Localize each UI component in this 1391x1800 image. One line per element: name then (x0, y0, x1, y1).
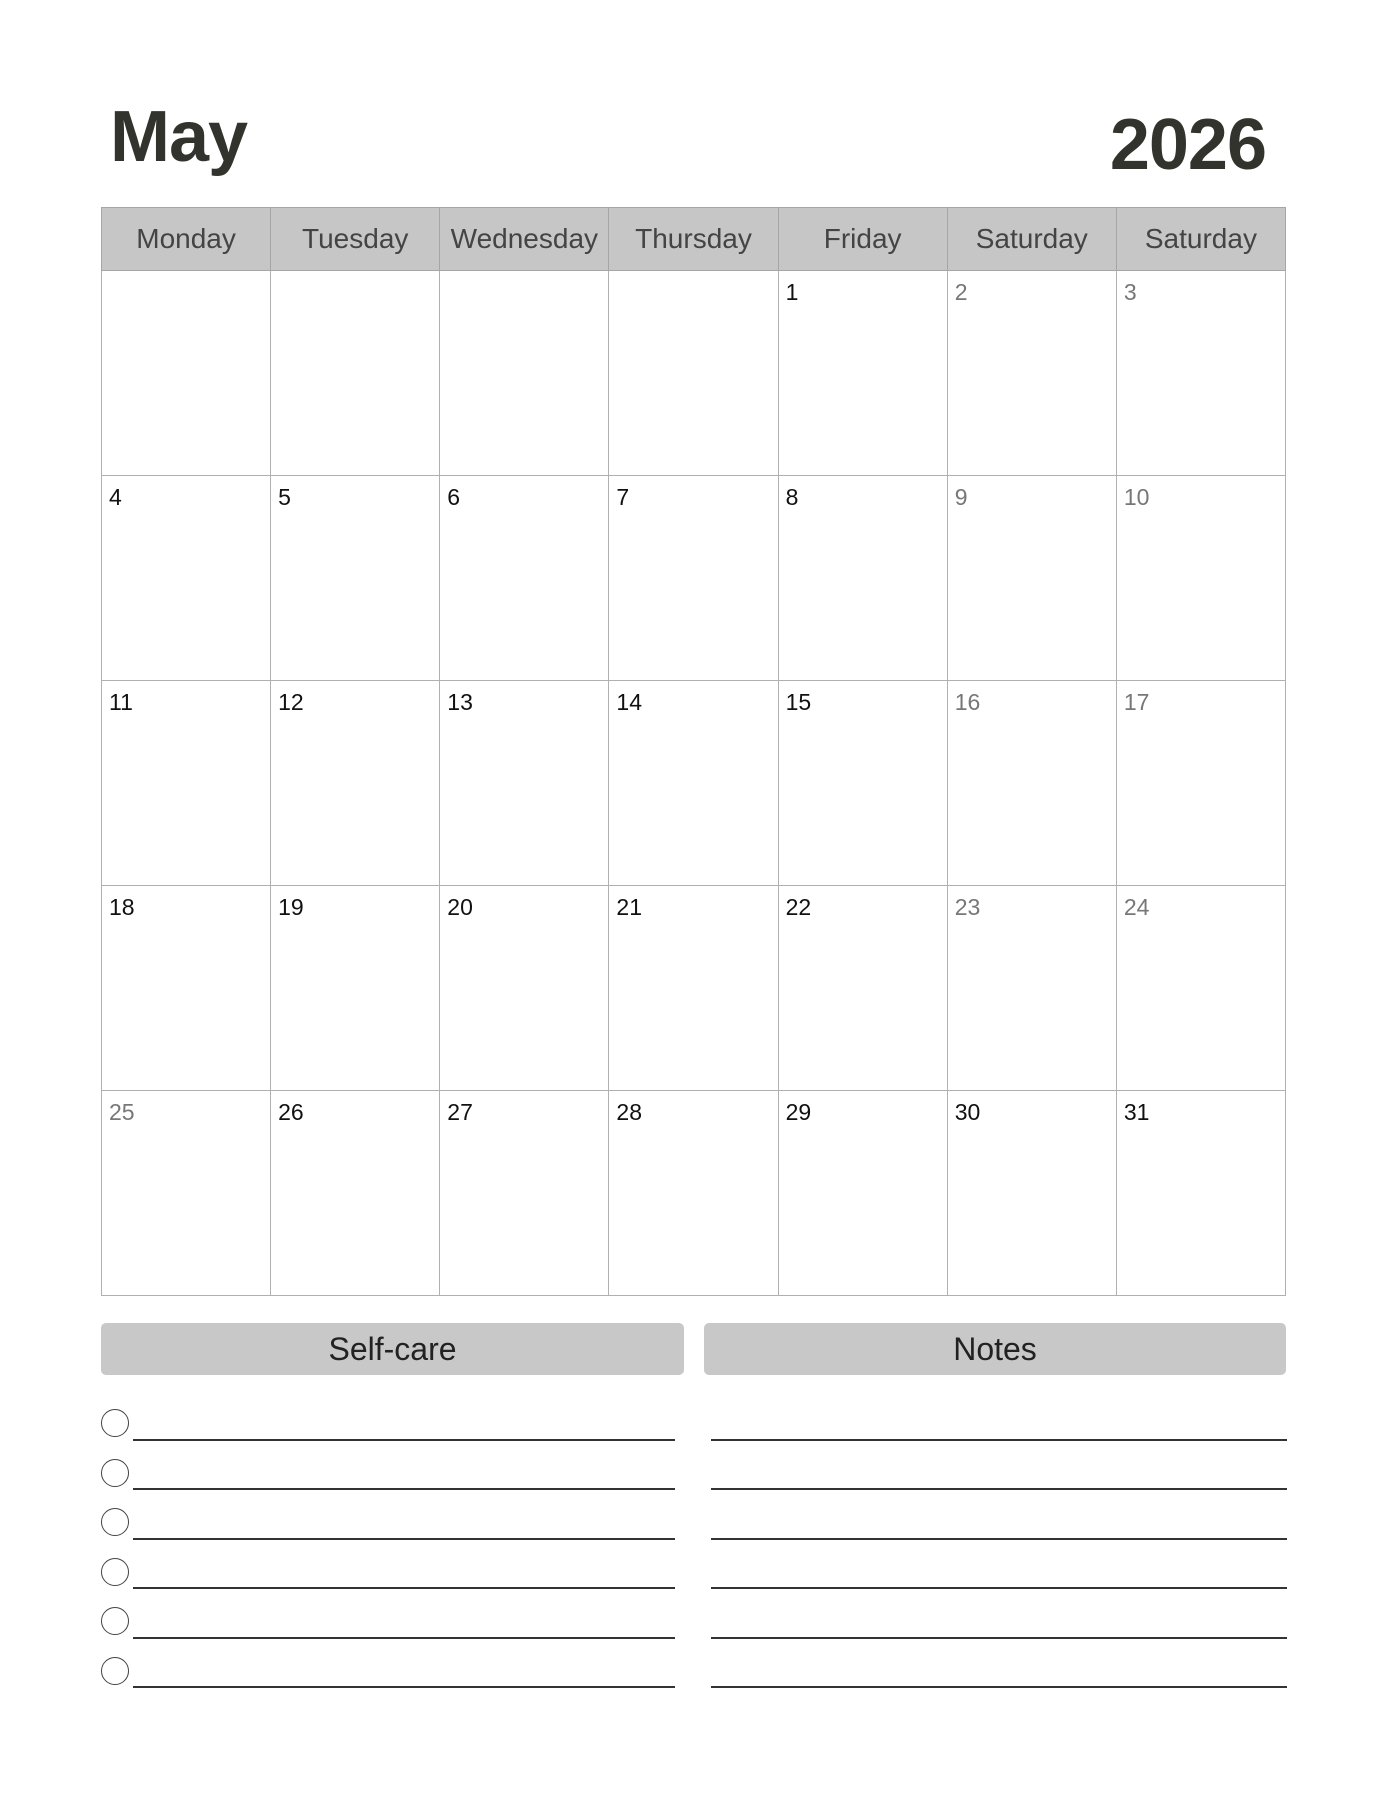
day-number: 30 (954, 1099, 981, 1125)
day-cell[interactable] (947, 271, 1116, 476)
day-number: 31 (1123, 1099, 1150, 1125)
year-title: 2026 (1109, 105, 1266, 185)
day-cell[interactable] (271, 681, 440, 886)
day-number: 5 (278, 484, 291, 510)
day-cell[interactable] (271, 1091, 440, 1296)
week-row (102, 886, 1286, 1091)
week-row (102, 476, 1286, 681)
weekday-header: Friday (778, 208, 947, 271)
day-number: 10 (1123, 484, 1150, 510)
checkbox-circle-icon[interactable] (101, 1409, 129, 1437)
day-cell[interactable] (778, 886, 947, 1091)
notes-header: Notes (704, 1323, 1286, 1375)
day-number: 9 (954, 484, 968, 510)
day-number: 23 (954, 894, 981, 920)
day-cell[interactable] (778, 1091, 947, 1296)
write-line[interactable] (133, 1637, 675, 1639)
day-number: 21 (616, 894, 643, 920)
selfcare-list (101, 1404, 686, 1701)
day-number: 18 (109, 894, 135, 920)
notes-item (711, 1553, 1287, 1603)
day-cell[interactable] (440, 271, 609, 476)
selfcare-item (101, 1454, 686, 1504)
checkbox-circle-icon[interactable] (101, 1558, 129, 1586)
day-cell[interactable] (609, 886, 778, 1091)
write-line[interactable] (711, 1538, 1287, 1540)
day-number: 22 (785, 894, 812, 920)
checkbox-circle-icon[interactable] (101, 1607, 129, 1635)
day-number: 29 (785, 1099, 812, 1125)
week-row (102, 1091, 1286, 1296)
day-cell[interactable] (947, 1091, 1116, 1296)
day-cell[interactable] (440, 681, 609, 886)
notes-list (711, 1404, 1287, 1701)
day-number: 20 (447, 894, 473, 920)
notes-item (711, 1652, 1287, 1702)
write-line[interactable] (133, 1686, 675, 1688)
day-number: 13 (447, 689, 473, 715)
day-number: 24 (1123, 894, 1150, 920)
day-cell[interactable] (102, 886, 271, 1091)
weekday-header: Thursday (609, 208, 778, 271)
day-number: 17 (1123, 689, 1150, 715)
day-number: 4 (109, 484, 122, 510)
day-cell[interactable] (947, 886, 1116, 1091)
day-number: 28 (616, 1099, 643, 1125)
weekday-header: Saturday (1116, 208, 1285, 271)
day-number: 6 (447, 484, 461, 510)
day-number: 19 (278, 894, 304, 920)
day-cell[interactable] (102, 1091, 271, 1296)
weekday-header: Wednesday (440, 208, 609, 271)
week-row (102, 681, 1286, 886)
day-cell[interactable] (609, 476, 778, 681)
checkbox-circle-icon[interactable] (101, 1657, 129, 1685)
day-cell[interactable] (1116, 1091, 1285, 1296)
calendar-grid (101, 207, 1286, 1296)
day-cell[interactable] (947, 681, 1116, 886)
day-number: 3 (1123, 279, 1137, 305)
day-cell[interactable] (271, 476, 440, 681)
day-cell[interactable] (609, 681, 778, 886)
day-cell[interactable] (440, 1091, 609, 1296)
checkbox-circle-icon[interactable] (101, 1459, 129, 1487)
day-cell[interactable] (271, 886, 440, 1091)
day-number: 25 (109, 1099, 135, 1125)
notes-item (711, 1602, 1287, 1652)
day-cell[interactable] (778, 476, 947, 681)
checkbox-circle-icon[interactable] (101, 1508, 129, 1536)
day-cell[interactable] (609, 271, 778, 476)
write-line[interactable] (711, 1637, 1287, 1639)
day-number: 8 (785, 484, 799, 510)
day-cell[interactable] (1116, 886, 1285, 1091)
selfcare-header: Self-care (101, 1323, 684, 1375)
day-cell[interactable] (1116, 476, 1285, 681)
day-number: 27 (447, 1099, 473, 1125)
day-cell[interactable] (609, 1091, 778, 1296)
day-number: 16 (954, 689, 981, 715)
day-cell[interactable] (778, 271, 947, 476)
day-number: 26 (278, 1099, 304, 1125)
write-line[interactable] (133, 1439, 675, 1441)
day-cell[interactable] (271, 271, 440, 476)
weekday-header-row (102, 208, 1286, 271)
day-number: 12 (278, 689, 304, 715)
month-title: May (110, 97, 248, 177)
day-number: 11 (109, 689, 133, 715)
day-cell[interactable] (102, 271, 271, 476)
day-number: 14 (616, 689, 643, 715)
day-cell[interactable] (1116, 681, 1285, 886)
write-line[interactable] (133, 1587, 675, 1589)
weekday-header: Tuesday (271, 208, 440, 271)
notes-item (711, 1454, 1287, 1504)
day-cell[interactable] (1116, 271, 1285, 476)
day-number: 2 (954, 279, 968, 305)
selfcare-item (101, 1602, 686, 1652)
week-row (102, 271, 1286, 476)
day-cell[interactable] (778, 681, 947, 886)
day-number: 1 (785, 279, 799, 305)
write-line[interactable] (711, 1488, 1287, 1490)
selfcare-item (101, 1503, 686, 1553)
notes-item (711, 1404, 1287, 1454)
day-number: 15 (785, 689, 812, 715)
write-line[interactable] (133, 1488, 675, 1490)
day-cell[interactable] (947, 476, 1116, 681)
selfcare-item (101, 1652, 686, 1702)
day-cell[interactable] (102, 476, 271, 681)
day-cell[interactable] (440, 476, 609, 681)
selfcare-item (101, 1553, 686, 1603)
day-cell[interactable] (440, 886, 609, 1091)
write-line[interactable] (711, 1686, 1287, 1688)
day-number: 7 (616, 484, 630, 510)
weekday-header: Saturday (947, 208, 1116, 271)
selfcare-item (101, 1404, 686, 1454)
write-line[interactable] (133, 1538, 675, 1540)
day-cell[interactable] (102, 681, 271, 886)
write-line[interactable] (711, 1587, 1287, 1589)
notes-item (711, 1503, 1287, 1553)
write-line[interactable] (711, 1439, 1287, 1441)
weekday-header: Monday (102, 208, 271, 271)
